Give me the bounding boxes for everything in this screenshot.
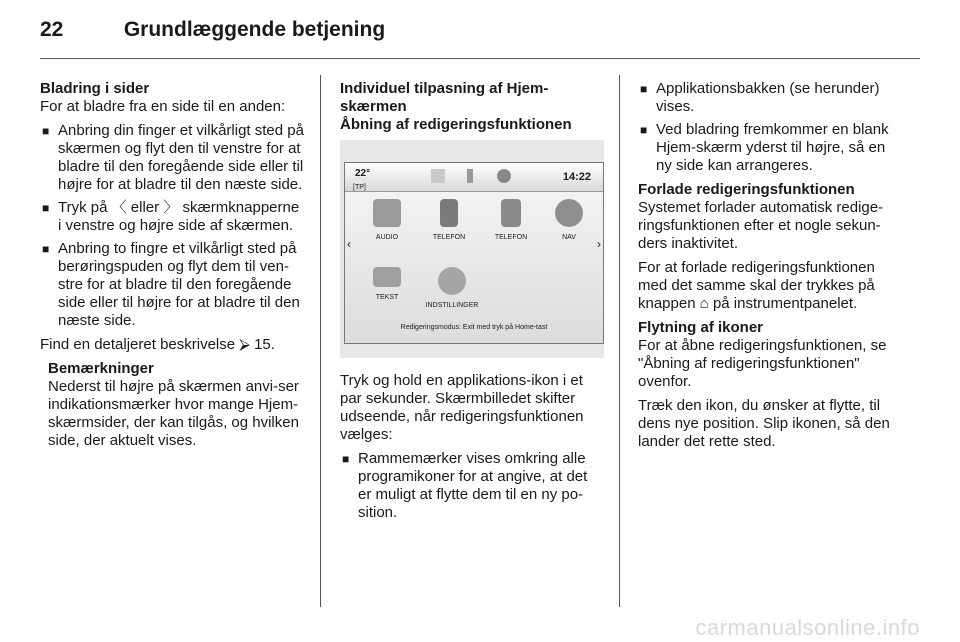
bullet-icon: ■ [42, 242, 50, 256]
note-text: Nederst til højre på skærmen anvi-ser indikationsmærker hvor mange Hjem-skærmsider, der kan tilgås, og hvilken side, der aktuelt vises. [48, 378, 299, 449]
clock: 14:22 [562, 171, 591, 183]
section-heading: Forlade redigeringsfunktionen [638, 181, 855, 198]
paragraph: Tryk og hold en applikations-ikon i et par sekunder. Skærmbilledet skifter udseende, når redigeringsfunktionen vælges: [340, 372, 584, 443]
cross-reference: Find en detaljeret beskrivelse ⮚ 15. [40, 336, 275, 353]
paragraph: For at forlade redigeringsfunktionen med det samme skal der trykkes på knappen ⌂ på instrumentpanelet. [638, 259, 875, 312]
bullet-icon: ■ [342, 452, 350, 466]
globe-icon [497, 169, 511, 183]
list-item: ■ Anbring to fingre et vilkårligt sted på berøringspuden og flyt dem til ven-stre for at bladre til den foregående side eller til højre for at bladre til den næste side. [42, 240, 300, 329]
temperature: 22° [355, 168, 371, 179]
screen-image [340, 140, 604, 358]
home-screen [344, 162, 604, 344]
bullet-list [340, 450, 604, 522]
column-1 [40, 80, 306, 456]
app-telefon: TELEFON [421, 199, 477, 247]
list-item: ■ Rammemærker vises omkring alle programikoner for at angive, at det er muligt at flytte dem til en ny po-sition. [342, 450, 588, 521]
intro-text: For at bladre fra en side til en anden: [40, 98, 286, 115]
page-title: Grundlæggende betjening [123, 18, 386, 41]
phone-handset-icon [501, 199, 521, 227]
phone-keypad-icon [440, 199, 458, 227]
bullet-list [638, 80, 902, 175]
bullet-icon: ■ [42, 201, 50, 215]
section-heading: Flytning af ikoner [638, 319, 764, 336]
app-nav: NAV [541, 199, 597, 247]
watermark: carmanualsonline.info [695, 615, 920, 640]
list-item: ■ Applikationsbakken (se herunder) vises. [640, 80, 880, 115]
app-telefon-2: TELEFON [483, 199, 539, 247]
column-3 [638, 80, 902, 457]
bullet-icon: ■ [42, 124, 50, 138]
compass-icon [555, 199, 583, 227]
paragraph: Træk den ikon, du ønsker at flytte, til dens nye position. Slip ikonen, så den lander det rette sted. [638, 397, 890, 450]
header-rule [40, 58, 920, 59]
column-2 [340, 80, 604, 528]
app-tekst: TEKST [359, 267, 415, 307]
paragraph: Systemet forlader automatisk redige-ringsfunktionen efter et nogle sekun-ders inaktivitet. [638, 199, 884, 252]
app-indstillinger: INDSTILLINGER [421, 267, 483, 315]
note-heading: Bemærkninger [48, 360, 154, 377]
page-number: 22 [40, 18, 64, 41]
app-audio: AUDIO [359, 199, 415, 247]
page-header [40, 18, 385, 42]
gears-icon [438, 267, 466, 295]
note-block [40, 360, 306, 450]
list-item: ■ Ved bladring fremkommer en blank Hjem-skærm yderst til højre, så en ny side kan arrangeres. [640, 121, 889, 174]
subsection-heading: Åbning af redigeringsfunktionen [340, 116, 572, 133]
list-item: ■ Anbring din finger et vilkårligt sted på skærmen og flyt den til venstre for at bladre til den foregående side eller til højre for at bladre til den næste side. [42, 122, 304, 193]
music-note-icon [373, 199, 401, 227]
top-bar [345, 163, 603, 192]
section-heading: Individuel tilpasning af Hjem-skærmen [340, 80, 549, 115]
section-heading: Bladring i sider [40, 80, 150, 97]
bullet-icon: ■ [640, 123, 648, 137]
paragraph: For at åbne redigeringsfunktionen, se "Åbning af redigeringsfunktionen" ovenfor. [638, 337, 887, 390]
page-left-icon: ‹ [347, 237, 351, 251]
message-icon [373, 267, 401, 287]
bullet-list [40, 122, 306, 330]
page-right-icon: › [597, 237, 601, 251]
bullet-icon: ■ [640, 82, 648, 96]
music-icon [431, 169, 445, 183]
tp-indicator: [TP] [353, 184, 366, 191]
list-item: ■ Tryk på 〈 eller 〉 skærmknapperne i venstre og højre side af skærmen. [42, 199, 300, 234]
phone-icon [467, 169, 473, 183]
column-divider-1 [320, 75, 321, 607]
column-divider-2 [619, 75, 620, 607]
edit-mode-status: Redigeringsmodus: Exit med tryk på Home-tast [400, 324, 548, 331]
